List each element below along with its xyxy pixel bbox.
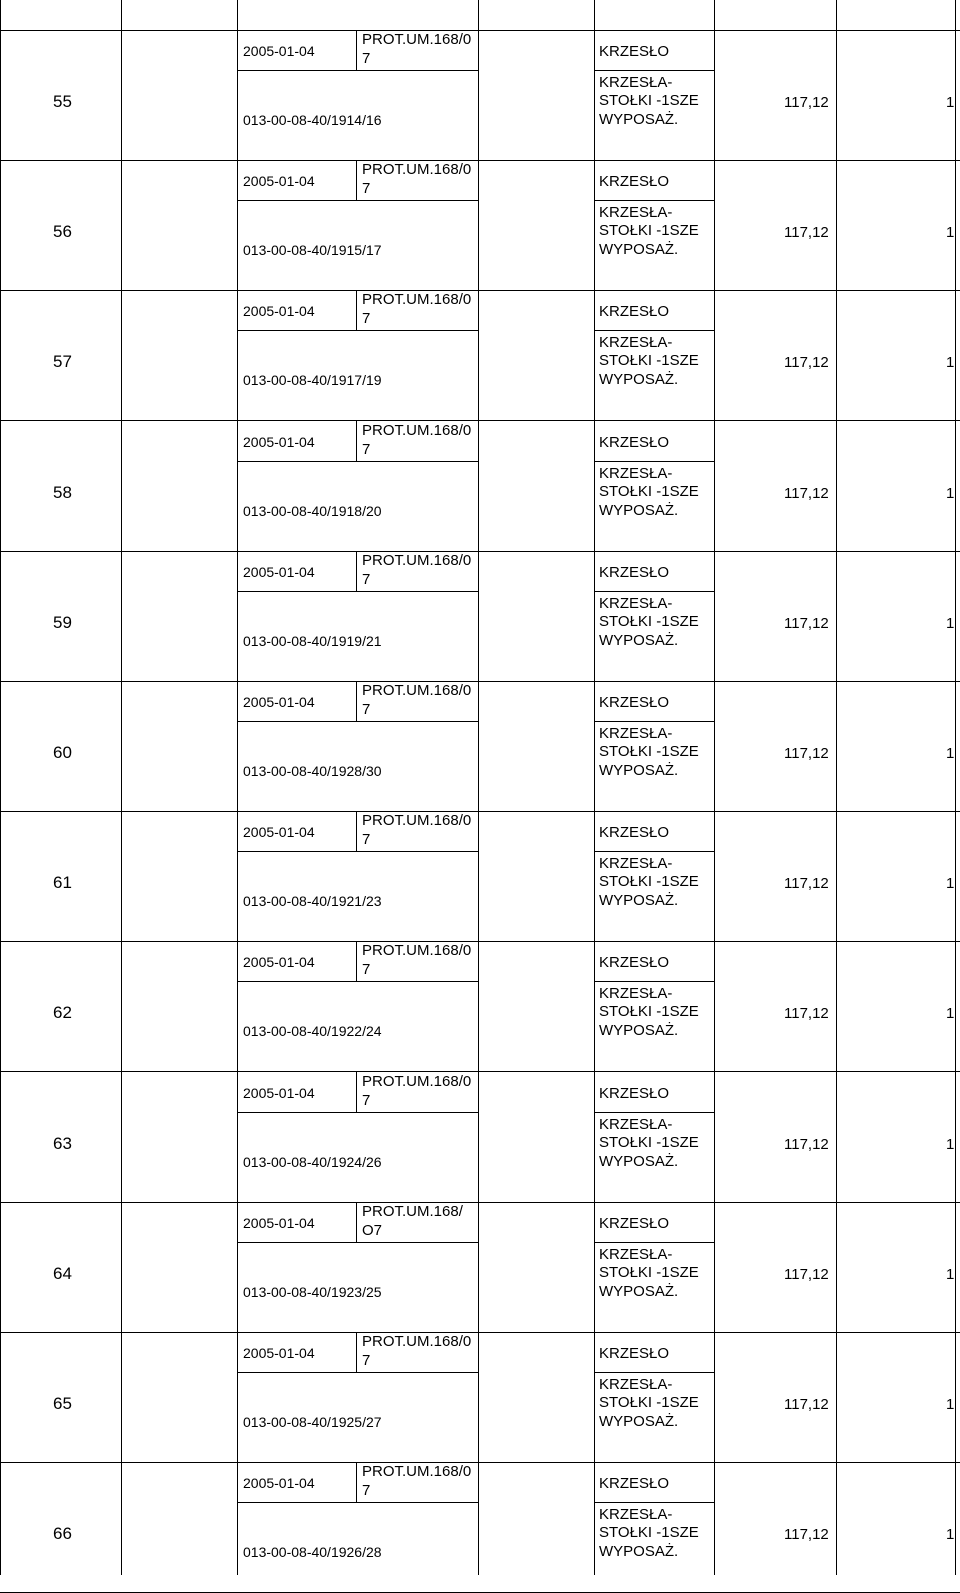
entry-date: 2005-01-04 (243, 564, 315, 580)
inventory-number: 013-00-08-40/1924/26 (243, 1154, 382, 1170)
row-number: 57 (53, 352, 72, 371)
cell-divider (594, 1372, 714, 1373)
entry-date: 2005-01-04 (243, 954, 315, 970)
item-name: KRZESŁO (599, 564, 670, 581)
item-quantity: 1 (946, 1396, 955, 1413)
cell-divider (356, 1332, 357, 1372)
protocol-number: PROT.UM.168/0 (362, 1333, 472, 1350)
entry-date: 2005-01-04 (243, 1475, 315, 1491)
item-group: KRZESŁA- (599, 725, 673, 742)
item-quantity: 1 (946, 94, 955, 111)
row-number: 60 (53, 743, 72, 762)
item-group: KRZESŁA- (599, 1116, 673, 1133)
row-number: 65 (53, 1394, 72, 1413)
inventory-number: 013-00-08-40/1919/21 (243, 633, 382, 649)
item-type: STOŁKI -1SZE (599, 222, 699, 239)
protocol-number: PROT.UM.168/0 (362, 1463, 472, 1480)
cell-divider (356, 681, 357, 721)
item-quantity: 1 (946, 875, 955, 892)
cell-divider (237, 70, 478, 71)
protocol-number: PROT.UM.168/0 (362, 942, 472, 959)
item-name: KRZESŁO (599, 1085, 670, 1102)
row-number: 66 (53, 1524, 72, 1543)
entry-date: 2005-01-04 (243, 173, 315, 189)
table-row (0, 941, 960, 1071)
item-category: WYPOSAŻ. (599, 632, 679, 649)
item-type: STOŁKI -1SZE (599, 743, 699, 760)
item-name: KRZESŁO (599, 173, 670, 190)
item-name: KRZESŁO (599, 954, 670, 971)
cell-divider (594, 721, 714, 722)
cell-divider (594, 591, 714, 592)
entry-date: 2005-01-04 (243, 303, 315, 319)
item-category: WYPOSAŻ. (599, 1153, 679, 1170)
item-type: STOŁKI -1SZE (599, 483, 699, 500)
item-category: WYPOSAŻ. (599, 1283, 679, 1300)
cell-divider (237, 1112, 478, 1113)
item-value: 117,12 (784, 94, 829, 111)
item-category: WYPOSAŻ. (599, 371, 679, 388)
item-category: WYPOSAŻ. (599, 1543, 679, 1560)
item-group: KRZESŁA- (599, 1506, 673, 1523)
protocol-number-suffix: 7 (362, 1352, 371, 1369)
cell-divider (237, 721, 478, 722)
protocol-number-suffix: 7 (362, 1482, 371, 1499)
cell-divider (237, 330, 478, 331)
item-value: 117,12 (784, 1266, 829, 1283)
cell-divider (356, 1072, 357, 1112)
inventory-number: 013-00-08-40/1926/28 (243, 1544, 382, 1560)
cell-divider (237, 591, 478, 592)
protocol-number: PROT.UM.168/0 (362, 291, 472, 308)
row-number: 56 (53, 222, 72, 241)
row-number: 58 (53, 483, 72, 502)
cell-divider (237, 461, 478, 462)
item-type: STOŁKI -1SZE (599, 1003, 699, 1020)
item-quantity: 1 (946, 745, 955, 762)
protocol-number: PROT.UM.168/0 (362, 682, 472, 699)
item-value: 117,12 (784, 615, 829, 632)
cell-divider (356, 30, 357, 70)
protocol-number-suffix: 7 (362, 50, 371, 67)
item-category: WYPOSAŻ. (599, 241, 679, 258)
item-name: KRZESŁO (599, 434, 670, 451)
cell-divider (594, 851, 714, 852)
item-name: KRZESŁO (599, 1345, 670, 1362)
item-group: KRZESŁA- (599, 595, 673, 612)
item-value: 117,12 (784, 1526, 829, 1543)
item-type: STOŁKI -1SZE (599, 1524, 699, 1541)
item-category: WYPOSAŻ. (599, 892, 679, 909)
item-name: KRZESŁO (599, 1475, 670, 1492)
table-row (0, 1462, 960, 1592)
entry-date: 2005-01-04 (243, 43, 315, 59)
row-number: 59 (53, 613, 72, 632)
item-group: KRZESŁA- (599, 204, 673, 221)
inventory-number: 013-00-08-40/1923/25 (243, 1284, 382, 1300)
protocol-number-suffix: 7 (362, 310, 371, 327)
item-quantity: 1 (946, 615, 955, 632)
item-type: STOŁKI -1SZE (599, 1264, 699, 1281)
cell-divider (594, 70, 714, 71)
inventory-number: 013-00-08-40/1928/30 (243, 763, 382, 779)
item-quantity: 1 (946, 224, 955, 241)
table-row (0, 421, 960, 551)
cell-divider (356, 551, 357, 591)
protocol-number: PROT.UM.168/0 (362, 552, 472, 569)
entry-date: 2005-01-04 (243, 1215, 315, 1231)
item-category: WYPOSAŻ. (599, 762, 679, 779)
cell-divider (594, 330, 714, 331)
cell-divider (594, 1242, 714, 1243)
item-name: KRZESŁO (599, 694, 670, 711)
item-value: 117,12 (784, 224, 829, 241)
item-category: WYPOSAŻ. (599, 502, 679, 519)
row-number: 64 (53, 1264, 72, 1283)
protocol-number-suffix: 7 (362, 1092, 371, 1109)
item-value: 117,12 (784, 745, 829, 762)
protocol-number-suffix: O7 (362, 1222, 383, 1239)
item-quantity: 1 (946, 1526, 955, 1543)
item-name: KRZESŁO (599, 43, 670, 60)
cell-divider (237, 1242, 478, 1243)
inventory-number: 013-00-08-40/1917/19 (243, 372, 382, 388)
protocol-number: PROT.UM.168/0 (362, 161, 472, 178)
cell-divider (594, 461, 714, 462)
entry-date: 2005-01-04 (243, 824, 315, 840)
protocol-number-suffix: 7 (362, 961, 371, 978)
cell-divider (237, 200, 478, 201)
item-value: 117,12 (784, 1005, 829, 1022)
cell-divider (356, 941, 357, 981)
table-row (0, 290, 960, 420)
protocol-number-suffix: 7 (362, 571, 371, 588)
protocol-number: PROT.UM.168/0 (362, 422, 472, 439)
item-quantity: 1 (946, 1005, 955, 1022)
inventory-number: 013-00-08-40/1922/24 (243, 1023, 382, 1039)
item-group: KRZESŁA- (599, 985, 673, 1002)
item-type: STOŁKI -1SZE (599, 1394, 699, 1411)
table-row (0, 811, 960, 941)
cell-divider (237, 851, 478, 852)
item-quantity: 1 (946, 485, 955, 502)
item-value: 117,12 (784, 1396, 829, 1413)
cell-divider (356, 421, 357, 461)
item-quantity: 1 (946, 1266, 955, 1283)
item-category: WYPOSAŻ. (599, 1022, 679, 1039)
item-value: 117,12 (784, 1136, 829, 1153)
item-group: KRZESŁA- (599, 465, 673, 482)
row-number: 62 (53, 1003, 72, 1022)
item-name: KRZESŁO (599, 824, 670, 841)
cell-divider (356, 1202, 357, 1242)
table-row (0, 30, 960, 160)
item-value: 117,12 (784, 354, 829, 371)
row-number: 63 (53, 1134, 72, 1153)
item-type: STOŁKI -1SZE (599, 92, 699, 109)
table-row (0, 1332, 960, 1462)
cell-divider (237, 981, 478, 982)
item-group: KRZESŁA- (599, 334, 673, 351)
table-row (0, 1072, 960, 1202)
protocol-number-suffix: 7 (362, 831, 371, 848)
item-category: WYPOSAŻ. (599, 1413, 679, 1430)
cell-divider (237, 1372, 478, 1373)
item-quantity: 1 (946, 1136, 955, 1153)
item-name: KRZESŁO (599, 1215, 670, 1232)
item-group: KRZESŁA- (599, 1246, 673, 1263)
inventory-number: 013-00-08-40/1921/23 (243, 893, 382, 909)
item-group: KRZESŁA- (599, 1376, 673, 1393)
item-group: KRZESŁA- (599, 855, 673, 872)
item-type: STOŁKI -1SZE (599, 1134, 699, 1151)
cell-divider (356, 811, 357, 851)
row-number: 55 (53, 92, 72, 111)
table-row (0, 681, 960, 811)
item-type: STOŁKI -1SZE (599, 352, 699, 369)
protocol-number-suffix: 7 (362, 441, 371, 458)
protocol-number: PROT.UM.168/0 (362, 812, 472, 829)
inventory-number: 013-00-08-40/1918/20 (243, 503, 382, 519)
entry-date: 2005-01-04 (243, 434, 315, 450)
item-group: KRZESŁA- (599, 74, 673, 91)
item-quantity: 1 (946, 354, 955, 371)
item-name: KRZESŁO (599, 303, 670, 320)
row-number: 61 (53, 873, 72, 892)
protocol-number: PROT.UM.168/ (362, 1203, 463, 1220)
item-value: 117,12 (784, 485, 829, 502)
cell-divider (594, 1112, 714, 1113)
protocol-number-suffix: 7 (362, 180, 371, 197)
entry-date: 2005-01-04 (243, 1085, 315, 1101)
cell-divider (356, 1462, 357, 1502)
table-row (0, 551, 960, 681)
item-type: STOŁKI -1SZE (599, 873, 699, 890)
cell-divider (594, 1502, 714, 1503)
protocol-number: PROT.UM.168/0 (362, 1073, 472, 1090)
table-row (0, 160, 960, 290)
inventory-number: 013-00-08-40/1915/17 (243, 242, 382, 258)
cell-divider (237, 1502, 478, 1503)
inventory-number: 013-00-08-40/1914/16 (243, 112, 382, 128)
protocol-number: PROT.UM.168/0 (362, 31, 472, 48)
item-type: STOŁKI -1SZE (599, 613, 699, 630)
entry-date: 2005-01-04 (243, 1345, 315, 1361)
inventory-number: 013-00-08-40/1925/27 (243, 1414, 382, 1430)
table-row (0, 1202, 960, 1332)
cell-divider (594, 981, 714, 982)
entry-date: 2005-01-04 (243, 694, 315, 710)
cell-divider (594, 200, 714, 201)
protocol-number-suffix: 7 (362, 701, 371, 718)
item-category: WYPOSAŻ. (599, 111, 679, 128)
cell-divider (356, 160, 357, 200)
cell-divider (356, 290, 357, 330)
item-value: 117,12 (784, 875, 829, 892)
